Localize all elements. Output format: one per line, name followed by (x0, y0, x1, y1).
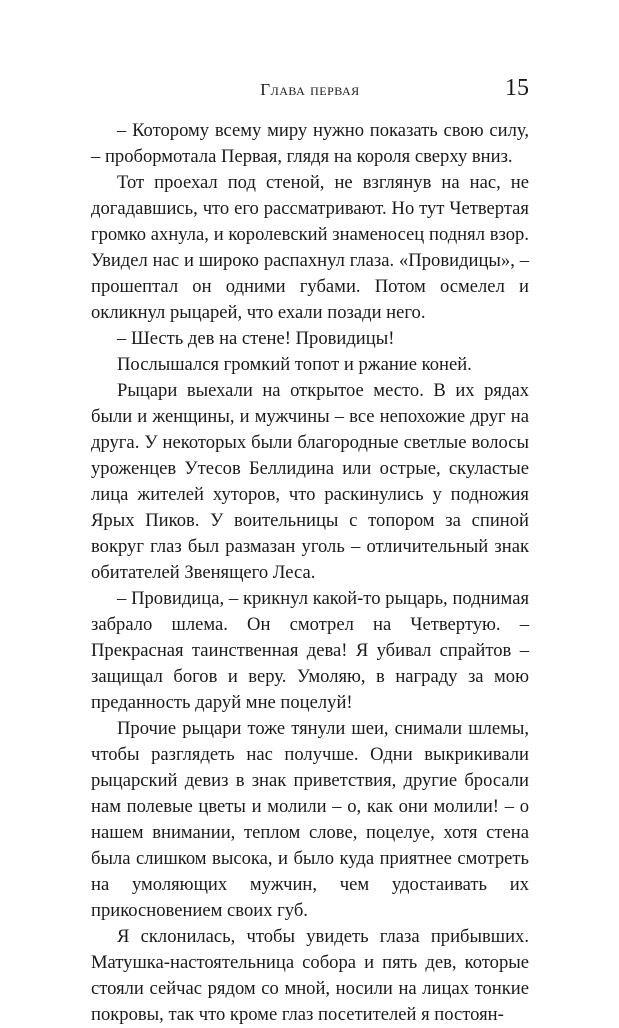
paragraph: Послышался громкий топот и ржание коней. (117, 354, 472, 375)
body-text (91, 118, 529, 1028)
paragraph: Я склонилась, чтобы увидеть глаза прибывших. Матушка-настоятельница собора и пять дев, которые стояли сейчас рядом со мной, носили на лицах тонкие покровы, так что кроме глаз посетителей я постоян- (91, 926, 529, 1025)
paragraph: Рыцари выехали на открытое место. В их рядах были и женщины, и мужчины – все непохожие друг на друга. У некоторых были благородные светлые волосы уроженцев Утесов Беллидина или острые, скуластые лица жителей хуторов, что раскинулись у подножия Ярых Пиков. У воительницы с топором за спиной вокруг глаз был размазан уголь – отличительный знак обитателей Звенящего Леса. (91, 380, 529, 583)
paragraph: – Которому всему миру нужно показать свою силу, – пробормотала Первая, глядя на короля сверху вниз. (91, 120, 529, 167)
page-number: 15 (505, 75, 529, 101)
chapter-title: Глава первая (260, 80, 360, 99)
paragraph: – Шесть дев на стене! Провидицы! (117, 328, 395, 349)
paragraph: – Провидица, – крикнул какой-то рыцарь, поднимая забрало шлема. Он смотрел на Четвертую. – Прекрасная таинственная дева! Я убивал спрайтов – защищал богов и веру. Умоляю, в награду за мою преданность даруй мне поцелуй! (91, 588, 529, 713)
running-head (91, 75, 529, 108)
paragraph: Тот проехал под стеной, не взглянув на нас, не догадавшись, что его рассматривают. Но тут Четвертая громко ахнула, и королевский знаменосец поднял взор. Увидел нас и широко распахнул глаза. «Провидицы», – прошептал он одними губами. Потом осмелел и окликнул рыцарей, что ехали позади него. (91, 172, 529, 323)
paragraph: Прочие рыцари тоже тянули шеи, снимали шлемы, чтобы разглядеть нас получше. Одни выкрикивали рыцарский девиз в знак приветствия, другие бросали нам полевые цветы и молили – о, как они молили! – о нашем внимании, теплом слове, поцелуе, хотя стена была слишком высока, и было куда приятнее смотреть на умоляющих мужчин, чем удостаивать их прикосновением своих губ. (91, 718, 529, 921)
